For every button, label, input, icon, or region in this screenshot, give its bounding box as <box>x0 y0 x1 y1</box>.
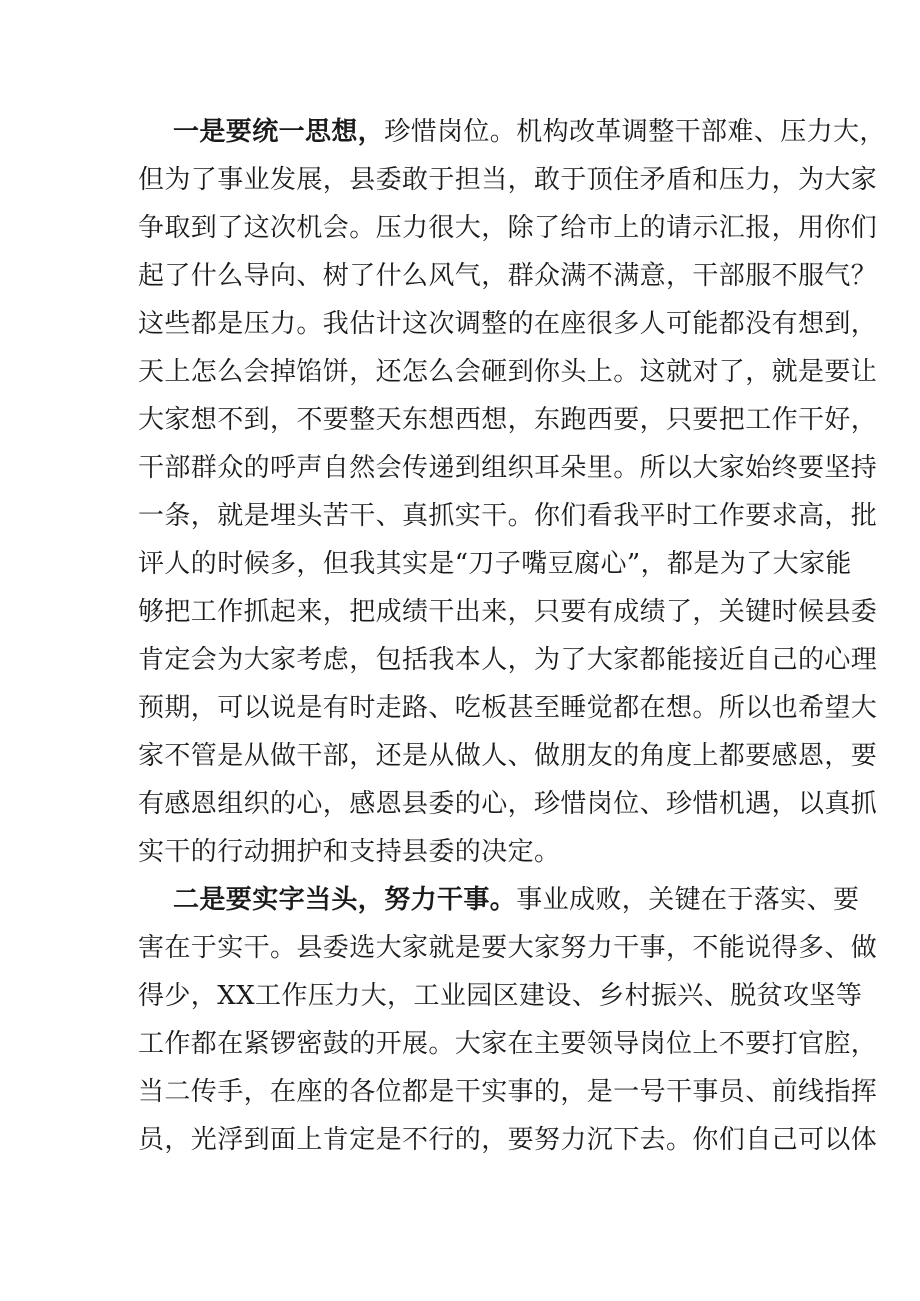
paragraph-2-line-2: 害在于实干。县委选大家就是要大家努力干事，不能说得多、做 <box>138 933 878 963</box>
paragraph-1-line-9: 一条，就是埋头苦干、真抓实干。你们看我平时工作要求高，批 <box>138 501 878 531</box>
paragraph-1-line-2: 但为了事业发展，县委敢于担当，敢于顶住矛盾和压力，为大家 <box>138 165 878 195</box>
paragraph-1-line-15: 有感恩组织的心，感恩县委的心，珍惜岗位、珍惜机遇，以真抓 <box>138 789 878 819</box>
paragraph-1-line-5: 这些都是压力。我估计这次调整的在座很多人可能都没有想到， <box>138 309 878 339</box>
paragraph-2-line-1 <box>173 883 860 917</box>
paragraph-1-line-10: 评人的时候多，但我其实是“刀子嘴豆腐心”，都是为了大家能 <box>138 549 852 579</box>
paragraph-2-line-5: 当二传手，在座的各位都是干实事的，是一号干事员、前线指挥 <box>138 1077 878 1107</box>
paragraph-2-line-6: 员，光浮到面上肯定是不行的，要努力沉下去。你们自己可以体 <box>138 1125 878 1155</box>
paragraph-1-text: 珍惜岗位。机构改革调整干部难、压力大， <box>384 117 886 147</box>
paragraph-1-line-16: 实干的行动拥护和支持县委的决定。 <box>138 837 561 867</box>
paragraph-1-line-4: 起了什么导向、树了什么风气，群众满不满意，干部服不服气？ <box>138 261 878 291</box>
paragraph-1-line-11: 够把工作抓起来，把成绩干出来，只要有成绩了，关键时候县委 <box>138 597 878 627</box>
paragraph-1-heading: 一是要统一思想， <box>173 117 385 147</box>
paragraph-1-line-13: 预期，可以说是有时走路、吃板甚至睡觉都在想。所以也希望大 <box>138 693 878 723</box>
paragraph-2-line-4: 工作都在紧锣密鼓的开展。大家在主要领导岗位上不要打官腔， <box>138 1029 878 1059</box>
paragraph-2-text: 事业成败，关键在于落实、要 <box>516 885 860 915</box>
paragraph-1-line-3: 争取到了这次机会。压力很大，除了给市上的请示汇报，用你们 <box>138 213 878 243</box>
paragraph-1-line-8: 干部群众的呼声自然会传递到组织耳朵里。所以大家始终要坚持 <box>138 453 878 483</box>
paragraph-2-line-3: 得少，XX工作压力大，工业园区建设、乡村振兴、脱贫攻坚等 <box>138 981 863 1011</box>
paragraph-1-line-1 <box>173 115 886 149</box>
paragraph-1-line-12: 肯定会为大家考虑，包括我本人，为了大家都能接近自己的心理 <box>138 645 878 675</box>
paragraph-1-line-6: 天上怎么会掉馅饼，还怎么会砸到你头上。这就对了，就是要让 <box>138 357 878 387</box>
paragraph-1-line-14: 家不管是从做干部，还是从做人、做朋友的角度上都要感恩，要 <box>138 741 878 771</box>
paragraph-1-line-7: 大家想不到，不要整天东想西想，东跑西要，只要把工作干好， <box>138 405 878 435</box>
paragraph-2-heading: 二是要实字当头，努力干事。 <box>173 885 517 915</box>
